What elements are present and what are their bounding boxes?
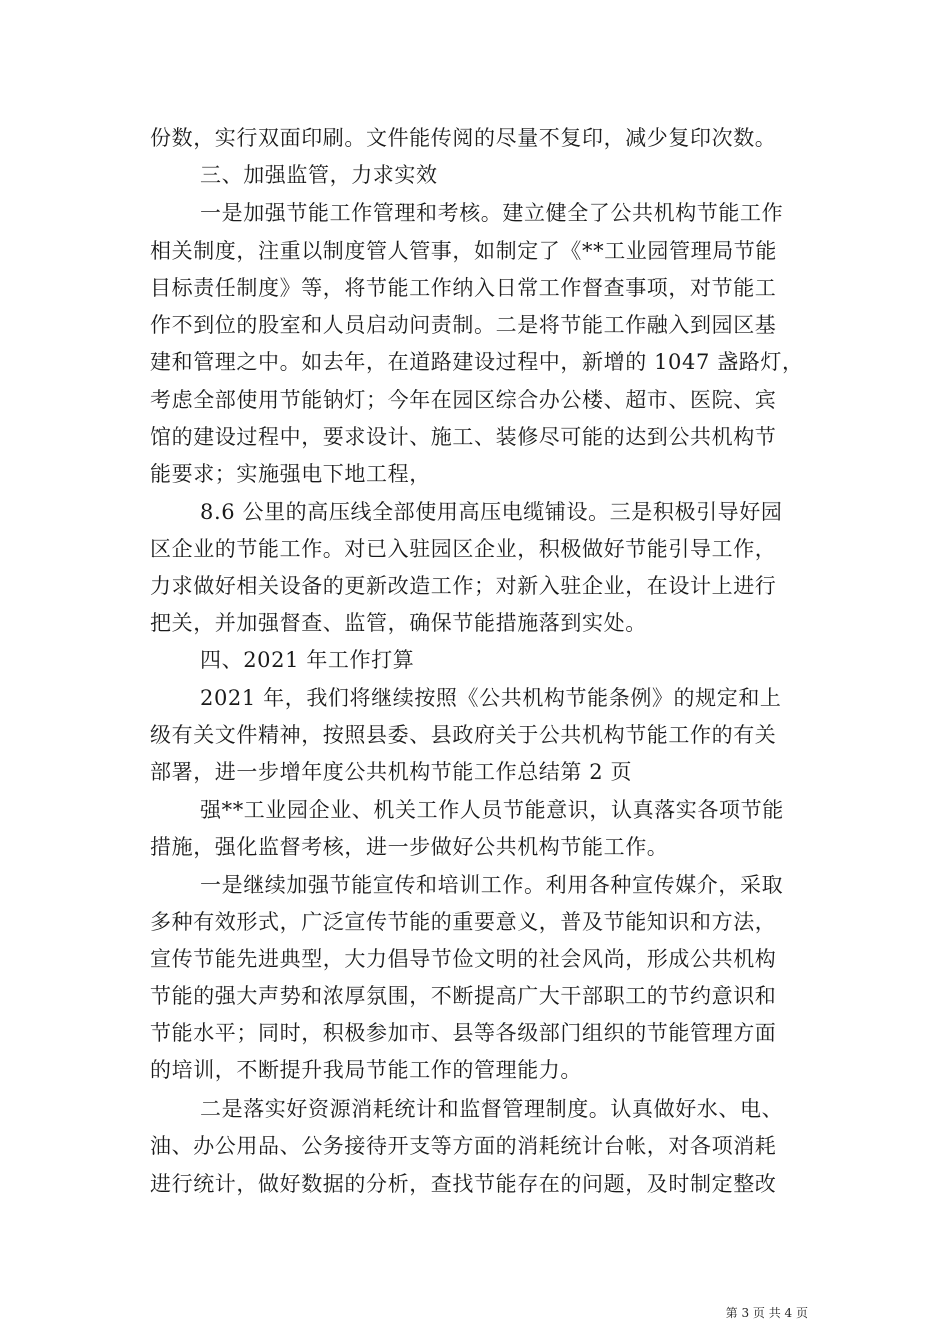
text-line: 区企业的节能工作。对已入驻园区企业，积极做好节能引导工作，: [150, 537, 777, 561]
text-line: 一是继续加强节能宣传和培训工作。利用各种宣传媒介，采取: [200, 873, 784, 897]
text-line: 强**工业园企业、机关工作人员节能意识，认真落实各项节能: [200, 798, 784, 822]
text-line: 馆的建设过程中，要求设计、施工、装修尽可能的达到公共机构节: [150, 425, 777, 449]
text-line: 一是加强节能工作管理和考核。建立健全了公共机构节能工作: [200, 201, 784, 225]
text-line: 8.6 公里的高压线全部使用高压电缆铺设。三是积极引导好园: [200, 500, 783, 524]
text-line: 力求做好相关设备的更新改造工作；对新入驻企业，在设计上进行: [150, 574, 777, 598]
text-line: 相关制度，注重以制度管人管事，如制定了《**工业园管理局节能: [150, 239, 777, 263]
text-line: 节能水平；同时，积极参加市、县等各级部门组织的节能管理方面: [150, 1021, 777, 1045]
text-line: 作不到位的股室和人员启动问责制。二是将节能工作融入到园区基: [150, 313, 777, 337]
text-line: 二是落实好资源消耗统计和监督管理制度。认真做好水、电、: [200, 1097, 784, 1121]
text-line: 2021 年，我们将继续按照《公共机构节能条例》的规定和上: [200, 686, 782, 710]
text-line: 多种有效形式，广泛宣传节能的重要意义，普及节能知识和方法，: [150, 910, 777, 934]
section-heading: 三、加强监管，力求实效: [200, 163, 438, 187]
text-line: 油、办公用品、公务接待开支等方面的消耗统计台帐，对各项消耗: [150, 1134, 777, 1158]
text-line: 把关，并加强督查、监管，确保节能措施落到实处。: [150, 611, 647, 635]
text-line: 份数，实行双面印刷。文件能传阅的尽量不复印，减少复印次数。: [150, 126, 777, 150]
text-line: 的培训，不断提升我局节能工作的管理能力。: [150, 1058, 582, 1082]
section-heading: 四、2021 年工作打算: [200, 648, 415, 672]
text-line: 节能的强大声势和浓厚氛围，不断提高广大干部职工的节约意识和: [150, 984, 777, 1008]
text-line: 能要求；实施强电下地工程，: [150, 462, 431, 486]
text-line: 考虑全部使用节能钠灯；今年在园区综合办公楼、超市、医院、宾: [150, 388, 777, 412]
text-line: 部署，进一步增年度公共机构节能工作总结第 2 页: [150, 760, 633, 784]
text-line: 进行统计，做好数据的分析，查找节能存在的问题，及时制定整改: [150, 1172, 777, 1196]
text-line: 建和管理之中。如去年，在道路建设过程中，新增的 1047 盏路灯，: [150, 350, 804, 374]
page-number: 第 3 页 共 4 页: [725, 1306, 808, 1320]
text-line: 措施，强化监督考核，进一步做好公共机构节能工作。: [150, 835, 669, 859]
text-line: 级有关文件精神，按照县委、县政府关于公共机构节能工作的有关: [150, 723, 777, 747]
text-line: 宣传节能先进典型，大力倡导节俭文明的社会风尚，形成公共机构: [150, 947, 777, 971]
text-line: 目标责任制度》等，将节能工作纳入日常工作督查事项，对节能工: [150, 276, 777, 300]
